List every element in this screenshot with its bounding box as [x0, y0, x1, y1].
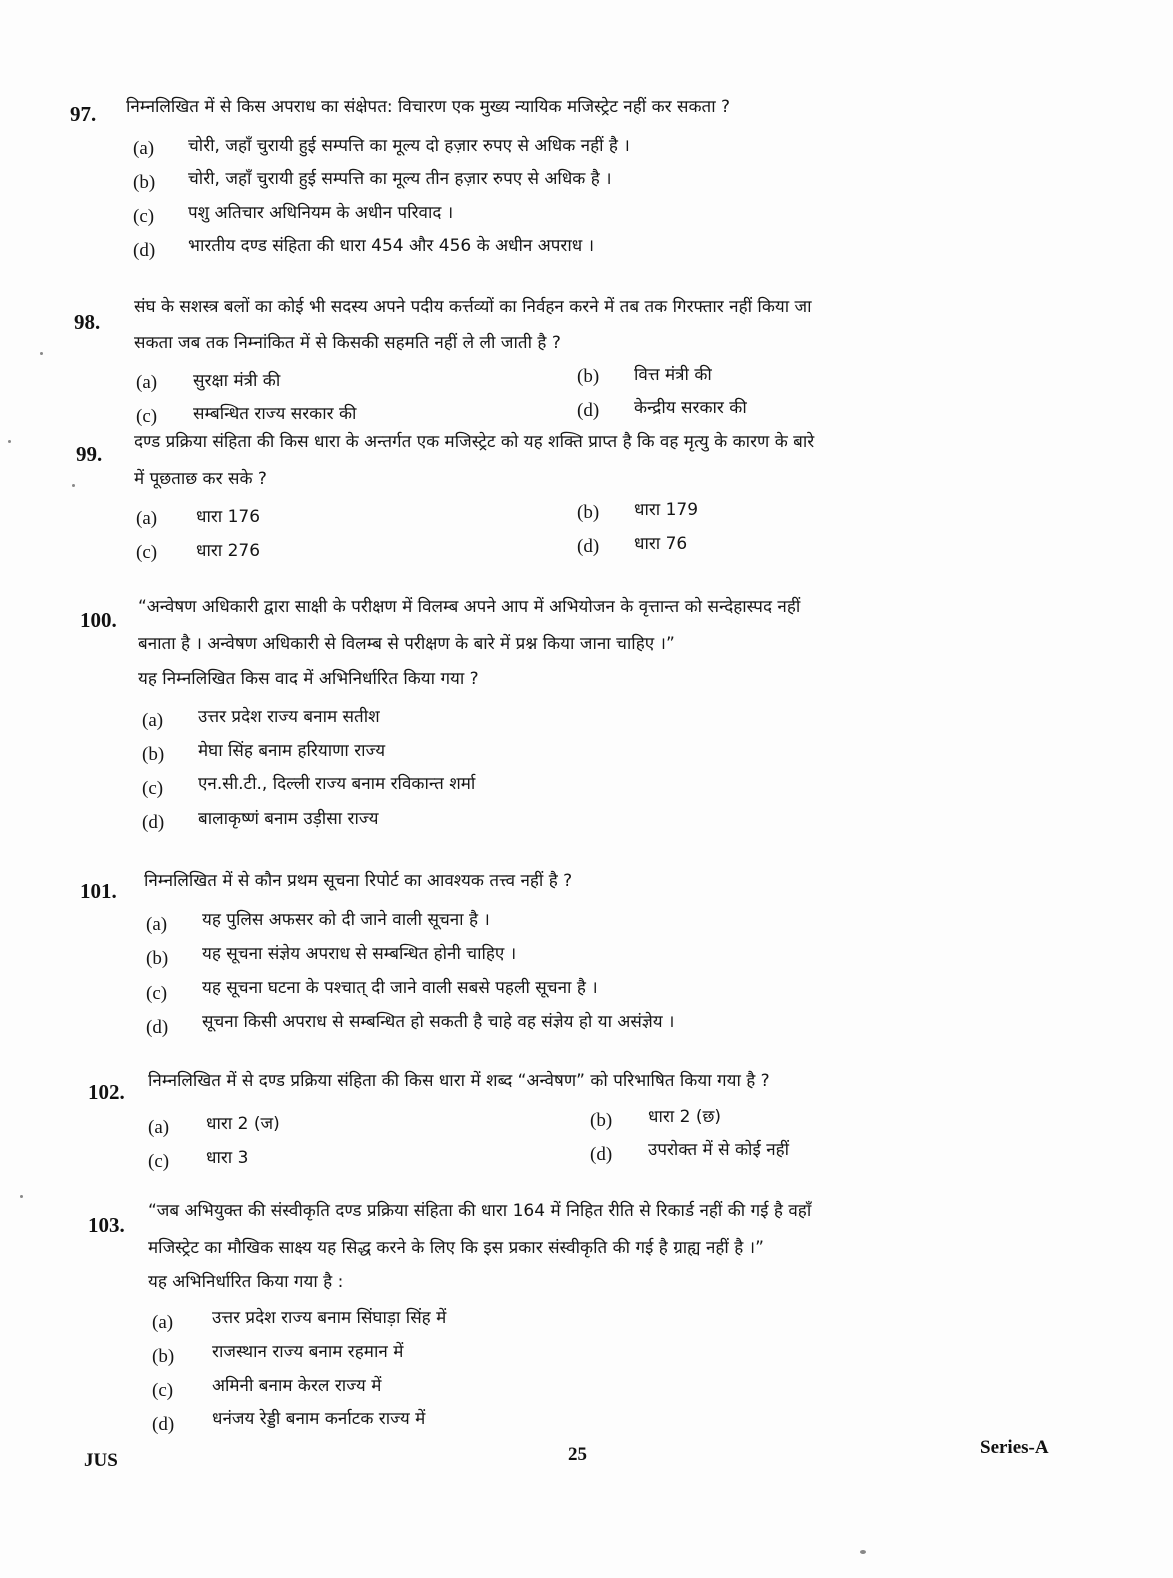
question-text-line-1: “अन्वेषण अधिकारी द्वारा साक्षी के परीक्षण में विलम्ब अपने आप में अभियोजन के वृत्तान्त को सन्देहास्पद नहीं — [138, 597, 801, 617]
series-label: Series-A — [980, 1437, 1049, 1458]
question-text-line-3: यह अभिनिर्धारित किया गया है : — [148, 1272, 344, 1292]
option-label: (d) — [133, 240, 156, 261]
question-number: 99. — [76, 442, 103, 466]
option-text: मेघा सिंह बनाम हरियाणा राज्य — [198, 741, 386, 761]
question-text: निम्नलिखित में से किस अपराध का संक्षेपत: विचारण एक मुख्य न्यायिक मजिस्ट्रेट नहीं कर सकता ? — [126, 97, 731, 117]
option-text: धारा 179 — [634, 500, 699, 520]
question-number: 101. — [80, 879, 117, 903]
option-text: केन्द्रीय सरकार की — [634, 398, 747, 418]
question-text-line-2: बनाता है । अन्वेषण अधिकारी से विलम्ब से परीक्षण के बारे में प्रश्न किया जाना चाहिए ।” — [138, 634, 675, 654]
option-text: यह सूचना संज्ञेय अपराध से सम्बन्धित होनी चाहिए । — [202, 944, 517, 964]
option-text: वित्त मंत्री की — [634, 365, 712, 385]
question-number: 103. — [88, 1213, 125, 1237]
question-text-line-1: दण्ड प्रक्रिया संहिता की किस धारा के अन्तर्गत एक मजिस्ट्रेट को यह शक्ति प्राप्त है कि वह मृत्यु के कारण के बारे — [134, 432, 815, 452]
option-text: पशु अतिचार अधिनियम के अधीन परिवाद । — [188, 203, 454, 223]
paper-code: JUS — [84, 1450, 118, 1471]
option-text: उत्तर प्रदेश राज्य बनाम सिंघाड़ा सिंह में — [212, 1308, 447, 1328]
scan-speck — [20, 1195, 23, 1198]
option-label: (a) — [133, 138, 155, 159]
option-label: (c) — [146, 983, 168, 1004]
option-text: राजस्थान राज्य बनाम रहमान में — [212, 1342, 404, 1362]
page-number: 25 — [568, 1444, 587, 1465]
option-label: (c) — [148, 1151, 170, 1172]
question-text-line-1: संघ के सशस्त्र बलों का कोई भी सदस्य अपने पदीय कर्त्तव्यों का निर्वहन करने में तब तक गिरफ्तार नहीं किया जा — [134, 297, 812, 317]
option-label: (d) — [577, 400, 600, 421]
scan-speck — [860, 1550, 866, 1554]
question-text-line-3: यह निम्नलिखित किस वाद में अभिनिर्धारित किया गया ? — [138, 669, 479, 689]
option-text: अमिनी बनाम केरल राज्य में — [212, 1376, 382, 1396]
option-label: (a) — [146, 914, 168, 935]
option-label: (d) — [142, 812, 165, 833]
option-text: चोरी, जहाँ चुरायी हुई सम्पत्ति का मूल्य दो हज़ार रुपए से अधिक नहीं है । — [188, 136, 630, 156]
option-label: (b) — [142, 744, 165, 765]
option-text: एन.सी.टी., दिल्ली राज्य बनाम रविकान्त शर्मा — [198, 774, 476, 794]
option-label: (d) — [590, 1144, 613, 1165]
option-text: धारा 2 (ज) — [206, 1114, 280, 1134]
option-text: यह सूचना घटना के पश्चात् दी जाने वाली सबसे पहली सूचना है । — [202, 978, 598, 998]
option-label: (b) — [152, 1346, 175, 1367]
option-text: सूचना किसी अपराध से सम्बन्धित हो सकती है चाहे वह संज्ञेय हो या असंज्ञेय । — [202, 1012, 675, 1032]
option-text: उपरोक्त में से कोई नहीं — [648, 1140, 790, 1160]
question-text-line-2: में पूछताछ कर सके ? — [134, 469, 267, 489]
question-number: 97. — [70, 102, 97, 126]
question-number: 100. — [80, 608, 117, 632]
option-text: सम्बन्धित राज्य सरकार की — [193, 404, 357, 424]
option-text: सुरक्षा मंत्री की — [193, 371, 281, 391]
option-text: उत्तर प्रदेश राज्य बनाम सतीश — [198, 707, 380, 727]
option-text: बालाकृष्णं बनाम उड़ीसा राज्य — [198, 809, 379, 829]
option-label: (c) — [142, 778, 164, 799]
option-label: (a) — [142, 710, 164, 731]
option-text: धारा 2 (छ) — [648, 1107, 722, 1127]
question-number: 102. — [88, 1080, 125, 1104]
option-label: (d) — [152, 1414, 175, 1435]
option-text: धारा 3 — [206, 1148, 249, 1168]
option-text: चोरी, जहाँ चुरायी हुई सम्पत्ति का मूल्य तीन हज़ार रुपए से अधिक है । — [188, 169, 612, 189]
scan-speck — [8, 440, 11, 443]
question-number: 98. — [74, 310, 101, 334]
option-text: धारा 176 — [196, 507, 261, 527]
scan-speck — [40, 352, 43, 355]
question-text-line-2: सकता जब तक निम्नांकित में से किसकी सहमति नहीं ले ली जाती है ? — [134, 333, 561, 353]
option-label: (b) — [133, 172, 156, 193]
option-text: धारा 276 — [196, 541, 261, 561]
option-text: धारा 76 — [634, 534, 688, 554]
option-label: (c) — [152, 1380, 174, 1401]
scan-speck — [72, 484, 75, 487]
option-label: (d) — [577, 536, 600, 557]
option-label: (b) — [146, 948, 169, 969]
option-label: (b) — [577, 366, 600, 387]
question-text-line-2: मजिस्ट्रेट का मौखिक साक्ष्य यह सिद्ध करने के लिए कि इस प्रकार संस्वीकृति की गई है ग्राह्य नहीं है ।” — [148, 1238, 764, 1258]
option-label: (a) — [152, 1312, 174, 1333]
option-label: (c) — [136, 406, 158, 427]
option-text: धनंजय रेड्डी बनाम कर्नाटक राज्य में — [212, 1409, 426, 1429]
question-text: निम्नलिखित में से कौन प्रथम सूचना रिपोर्ट का आवश्यक तत्त्व नहीं है ? — [144, 871, 573, 891]
option-text: भारतीय दण्ड संहिता की धारा 454 और 456 के अधीन अपराध । — [188, 236, 595, 256]
question-text: निम्नलिखित में से दण्ड प्रक्रिया संहिता की किस धारा में शब्द “अन्वेषण” को परिभाषित किया गया है ? — [148, 1071, 770, 1091]
option-label: (a) — [148, 1117, 170, 1138]
option-label: (b) — [590, 1110, 613, 1131]
option-label: (a) — [136, 508, 158, 529]
option-label: (c) — [136, 542, 158, 563]
option-label: (a) — [136, 372, 158, 393]
question-text-line-1: “जब अभियुक्त की संस्वीकृति दण्ड प्रक्रिया संहिता की धारा 164 में निहित रीति से रिकार्ड नहीं की गई है वहाँ — [148, 1201, 812, 1221]
option-label: (c) — [133, 206, 155, 227]
option-label: (b) — [577, 502, 600, 523]
option-label: (d) — [146, 1017, 169, 1038]
option-text: यह पुलिस अफसर को दी जाने वाली सूचना है । — [202, 910, 490, 930]
